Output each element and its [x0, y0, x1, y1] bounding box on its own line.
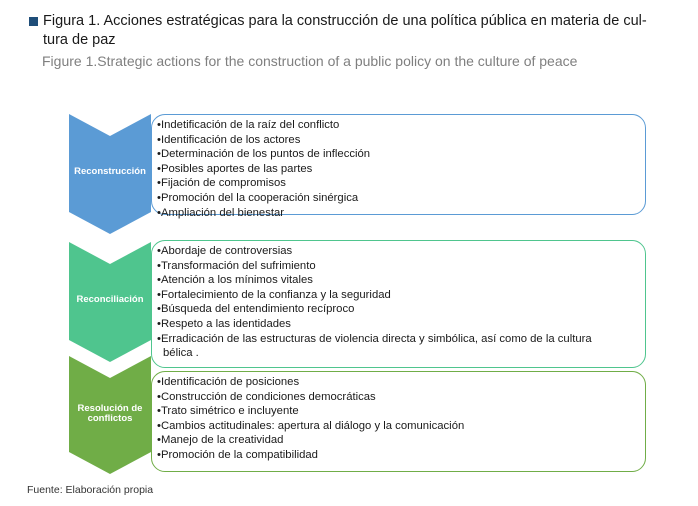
stage-resolucion-box [151, 371, 646, 472]
stage-1-item: •Respeto a las identidades [157, 317, 291, 330]
stage-0-item: •Ampliación del bienestar [157, 206, 285, 219]
stage-1-item: •Atención a los mínimos vitales [157, 274, 313, 287]
stage-2-item: •Identificación de posiciones [157, 376, 300, 388]
source-note: Fuente: Elaboración propia [27, 484, 154, 496]
stage-2-item: •Construcción de condiciones democráticas [157, 390, 376, 403]
stage-reconstruccion-list [157, 118, 370, 220]
stage-reconstruccion-chevron [69, 114, 151, 234]
stage-resolucion-label: Resolución de conflictos [77, 403, 143, 424]
stage-0-item: •Promoción del la cooperación sinérgica [157, 191, 359, 204]
stage-2-item: •Manejo de la creatividad [157, 434, 284, 447]
stage-2-item: •Trato simétrico e incluyente [157, 405, 299, 418]
stage-0-item: •Identificación de los actores [157, 133, 301, 146]
stage-reconciliacion-box [151, 240, 646, 368]
stage-reconciliacion-label: Reconciliación [76, 294, 144, 305]
stage-1-item: •Erradicación de las estructuras de violencia directa y simbólica, así como de la cultura bélica . [157, 332, 592, 360]
stage-1-item: •Abordaje de controversias [157, 245, 293, 257]
stage-0-item: •Indetificación de la raíz del conflicto [157, 119, 340, 131]
stage-reconciliacion-chevron [69, 242, 151, 362]
stage-2-item: •Promoción de la compatibilidad [157, 448, 318, 461]
stage-reconstruccion-label: Reconstrucción [74, 166, 146, 177]
stage-1-item: •Fortalecimiento de la confianza y la seguridad [157, 288, 391, 301]
stage-1-item: •Búsqueda del entendimiento recíproco [157, 303, 355, 316]
stage-resolucion-list [157, 375, 464, 463]
figure-title-english: Figure 1.Strategic actions for the construction of a public policy on the culture of peace [42, 53, 578, 69]
stage-0-item: •Determinación de los puntos de inflección [157, 148, 371, 161]
title-bullet-icon [29, 17, 38, 26]
stage-reconstruccion-box [151, 114, 646, 219]
figure-title-spanish: Figura 1. Acciones estratégicas para la construcción de una política pública en materia de cul- tura de paz [43, 13, 647, 48]
stage-resolucion-chevron [69, 356, 151, 474]
stage-0-item: •Fijación de compromisos [157, 177, 286, 190]
stage-0-item: •Posibles aportes de las partes [157, 162, 313, 175]
stage-reconciliacion-list [157, 244, 592, 361]
stage-2-item: •Cambios actitudinales: apertura al diálogo y la comunicación [157, 419, 465, 432]
stage-1-item: •Transformación del sufrimiento [157, 259, 316, 272]
